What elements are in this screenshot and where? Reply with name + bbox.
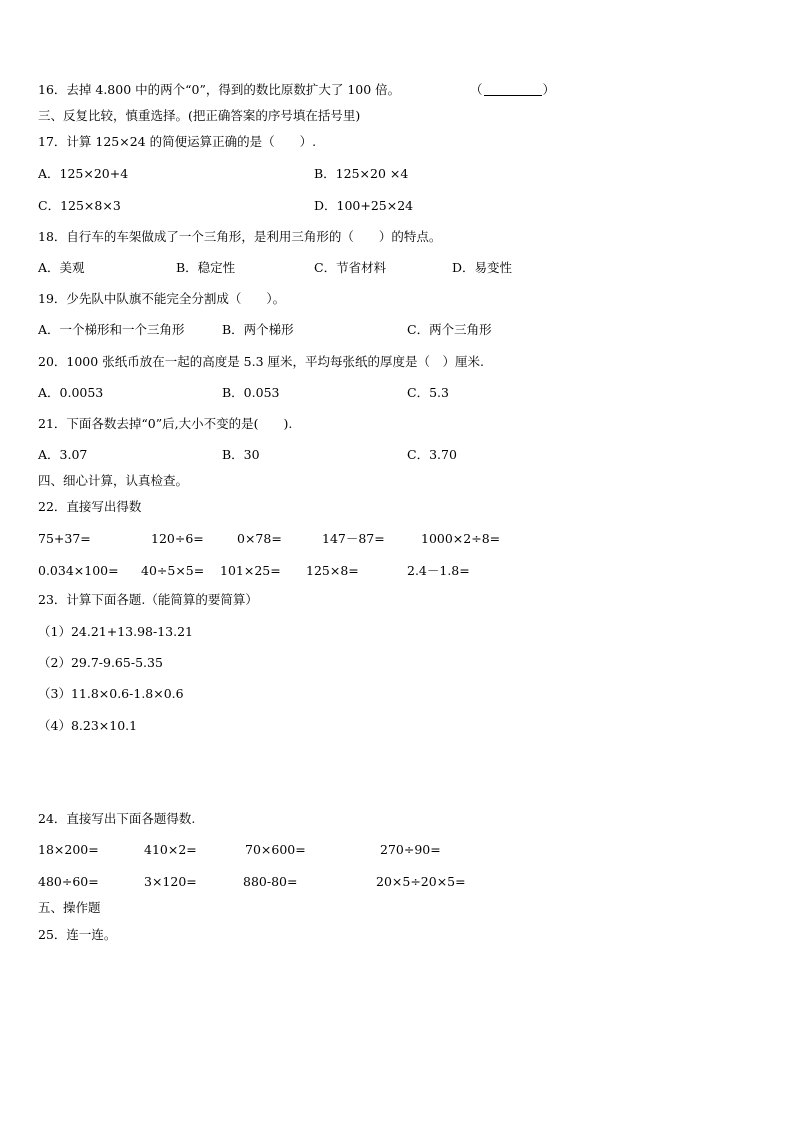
- question-19: 19．少先队中队旗不能完全分割成（ ）。: [38, 291, 286, 306]
- calc-23-item-3: （3）11.8×0.6-1.8×0.6: [38, 686, 184, 701]
- question-21: 21．下面各数去掉“0”后,大小不变的是( ).: [38, 416, 293, 431]
- option-18-c: C．节省材料: [314, 260, 387, 275]
- calc-22-r2-5: 2.4－1.8=: [407, 563, 470, 578]
- option-20-b: B．0.053: [222, 385, 280, 400]
- calc-23-item-4: （4）8.23×10.1: [38, 718, 138, 733]
- paren-close: ）: [542, 82, 556, 97]
- paren-open: （: [470, 82, 483, 97]
- question-24: 24．直接写出下面各题得数.: [38, 811, 196, 826]
- option-17-c: C．125×8×3: [38, 198, 121, 213]
- option-17-b: B．125×20 ×4: [314, 166, 409, 181]
- question-18: 18．自行车的车架做成了一个三角形，是利用三角形的（ ）的特点。: [38, 229, 442, 244]
- calc-22-r1-2: 120÷6=: [151, 531, 204, 546]
- option-18-d: D．易变性: [452, 260, 513, 275]
- option-19-a: A．一个梯形和一个三角形: [38, 322, 185, 337]
- question-22: 22．直接写出得数: [38, 499, 142, 514]
- calc-22-r2-3: 101×25=: [220, 563, 281, 578]
- calc-24-r1-3: 70×600=: [245, 842, 306, 857]
- calc-22-r2-2: 40÷5×5=: [141, 563, 205, 578]
- question-20: 20．1000 张纸币放在一起的高度是 5.3 厘米，平均每张纸的厚度是（ ）厘米.: [38, 354, 484, 369]
- calc-22-r2-4: 125×8=: [306, 563, 359, 578]
- calc-22-r1-4: 147－87=: [322, 531, 385, 546]
- question-25: 25．连一连。: [38, 927, 117, 942]
- option-18-a: A．美观: [38, 260, 85, 275]
- section-heading-4: 四、细心计算，认真检查。: [38, 473, 189, 488]
- calc-24-r2-2: 3×120=: [144, 874, 197, 889]
- answer-space: [38, 740, 738, 800]
- option-20-a: A．0.0053: [38, 385, 104, 400]
- option-20-c: C．5.3: [407, 385, 449, 400]
- calc-23-item-2: （2）29.7-9.65-5.35: [38, 655, 163, 670]
- option-21-a: A．3.07: [38, 447, 88, 462]
- option-17-d: D．100+25×24: [314, 198, 414, 213]
- answer-blank-16[interactable]: [470, 82, 555, 98]
- calc-22-r1-1: 75+37=: [38, 531, 91, 546]
- answer-underline: [484, 83, 542, 96]
- section-heading-3: 三、反复比较，慎重选择。(把正确答案的序号填在括号里): [38, 108, 361, 123]
- calc-23-item-1: （1）24.21+13.98-13.21: [38, 624, 194, 639]
- question-17: 17．计算 125×24 的简便运算正确的是（ ）.: [38, 134, 317, 149]
- calc-24-r1-1: 18×200=: [38, 842, 99, 857]
- option-21-b: B．30: [222, 447, 260, 462]
- calc-24-r1-2: 410×2=: [144, 842, 197, 857]
- calc-24-r2-4: 20×5÷20×5=: [376, 874, 466, 889]
- calc-22-r1-5: 1000×2÷8=: [421, 531, 501, 546]
- calc-22-r1-3: 0×78=: [237, 531, 282, 546]
- calc-24-r2-1: 480÷60=: [38, 874, 99, 889]
- option-18-b: B．稳定性: [176, 260, 236, 275]
- option-19-c: C．两个三角形: [407, 322, 492, 337]
- section-heading-5: 五、操作题: [38, 900, 101, 915]
- option-21-c: C．3.70: [407, 447, 457, 462]
- calc-22-r2-1: 0.034×100=: [38, 563, 119, 578]
- option-19-b: B．两个梯形: [222, 322, 294, 337]
- question-16: 16．去掉 4.800 中的两个“0”，得到的数比原数扩大了 100 倍。: [38, 82, 401, 97]
- calc-24-r1-4: 270÷90=: [380, 842, 441, 857]
- calc-24-r2-3: 880-80=: [243, 874, 298, 889]
- option-17-a: A．125×20+4: [38, 166, 129, 181]
- question-23: 23．计算下面各题.（能简算的要简算）: [38, 592, 258, 607]
